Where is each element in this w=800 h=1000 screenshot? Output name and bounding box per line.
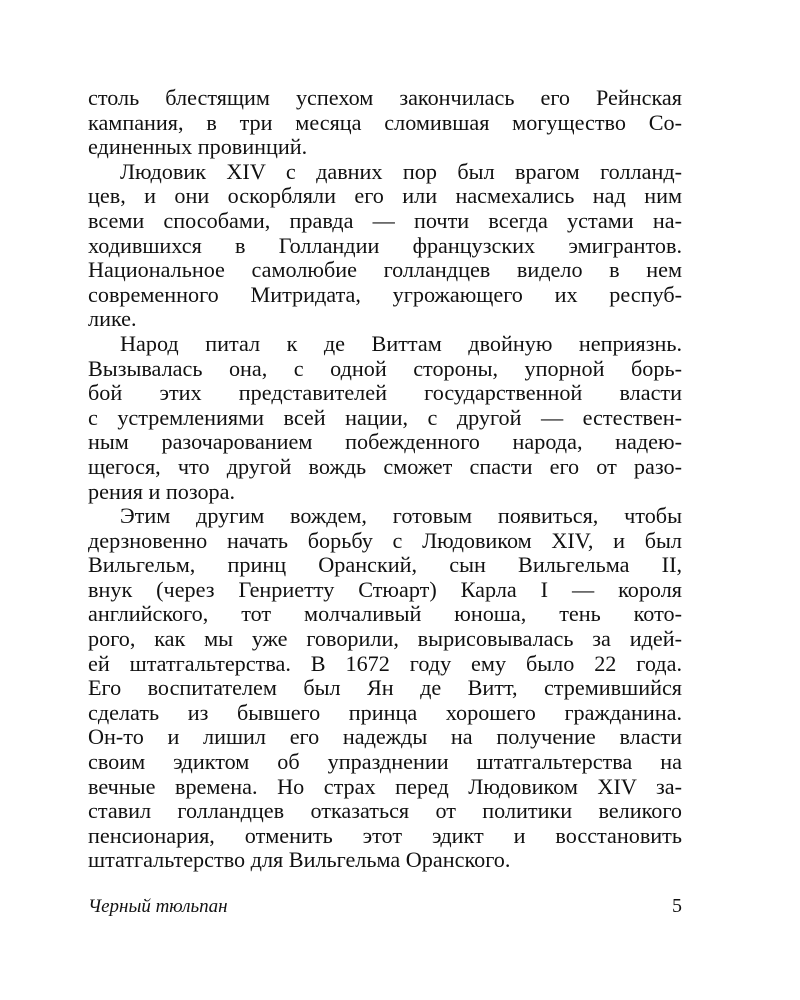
text-line: лике. (88, 306, 137, 332)
text-line: ходившихся в Голландии французских эмигрантов. (88, 232, 682, 258)
running-footer-title: Черный тюльпан (88, 896, 228, 917)
text-line: Народ питал к де Виттам двойную неприязнь. (120, 330, 682, 356)
text-line: кампания, в три месяца сломившая могущество Со- (88, 109, 682, 135)
text-line: рого, как мы уже говорили, вырисовывалась за идей- (88, 626, 682, 652)
text-line: внук (через Генриетту Стюарт) Карла I — короля (88, 576, 682, 602)
text-line: Вызывалась она, с одной стороны, упорной борь- (88, 355, 682, 381)
text-line: всеми способами, правда — почти всегда устами на- (88, 207, 682, 233)
text-line: щегося, что другой вождь сможет спасти его от разо- (88, 453, 682, 479)
text-line: единенных провинций. (88, 134, 308, 160)
text-line: своим эдиктом об упразднении штатгальтерства на (88, 749, 682, 775)
text-line: ным разочарованием побежденного народа, надею- (88, 429, 682, 455)
text-line: сделать из бывшего принца хорошего гражданина. (88, 699, 682, 725)
text-line: Национальное самолюбие голландцев видело в нем (88, 257, 682, 283)
text-line: английского, тот молчаливый юноша, тень кото- (88, 601, 682, 627)
text-line: бой этих представителей государственной власти (88, 380, 682, 406)
text-line: столь блестящим успехом закончилась его Рейнская (88, 85, 682, 110)
text-line: Вильгельм, принц Оранский, сын Вильгельма II, (88, 552, 682, 578)
body-text (88, 86, 682, 873)
text-line: вечные времена. Но страх перед Людовиком XIV за- (88, 773, 682, 799)
text-line: с устремлениями всей нации, с другой — естествен- (88, 404, 682, 430)
text-line: Этим другим вождем, готовым появиться, чтобы (120, 503, 682, 529)
text-line: рения и позора. (88, 478, 236, 504)
text-line: ставил голландцев отказаться от политики великого (88, 798, 682, 824)
text-line: штатгальтерство для Вильгельма Оранского. (88, 847, 511, 873)
text-line: ей штатгальтерства. В 1672 году ему было 22 года. (88, 650, 682, 676)
text-line: цев, и они оскорбляли его или насмехались над ним (88, 183, 682, 209)
text-line: Людовик XIV с давних пор был врагом голланд- (120, 158, 682, 184)
text-line: Его воспитателем был Ян де Витт, стремившийся (88, 675, 682, 701)
text-line: дерзновенно начать борьбу с Людовиком XIV, и был (88, 527, 682, 553)
text-line: Он-то и лишил его надежды на получение власти (88, 724, 682, 750)
text-line: пенсионария, отменить этот эдикт и восстановить (88, 822, 682, 848)
text-line: современного Митридата, угрожающего их респуб- (88, 281, 682, 307)
page-number: 5 (672, 895, 682, 917)
